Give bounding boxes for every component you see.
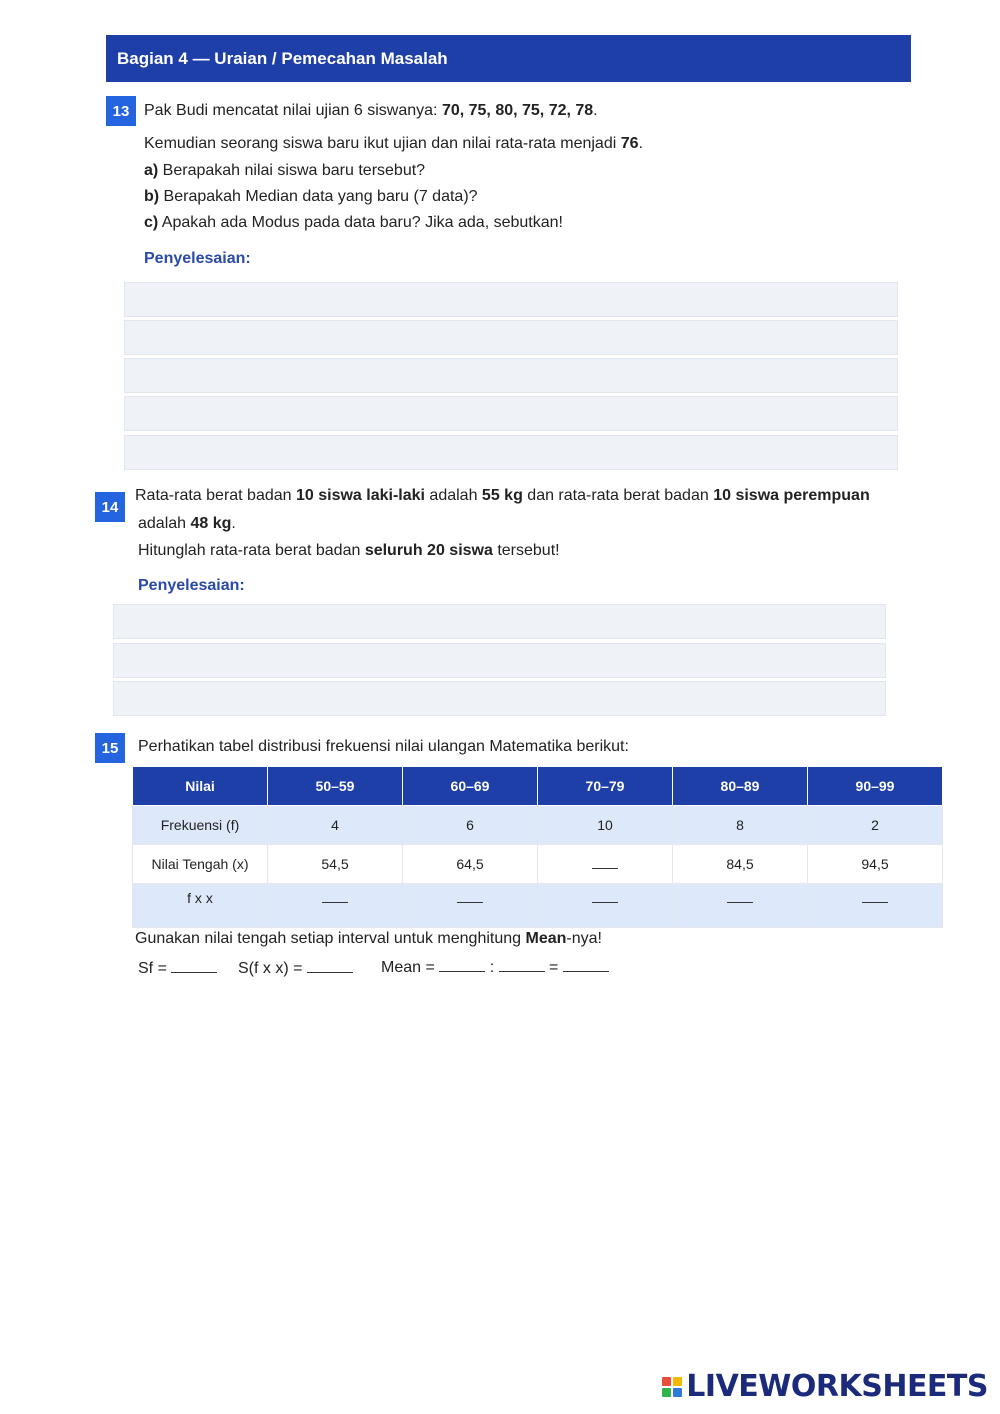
- table-row-fx: [133, 884, 943, 928]
- section-header: [106, 35, 911, 82]
- question-number-15: 15: [95, 733, 125, 763]
- q14-line-1: Rata-rata berat badan 10 siswa laki-laki adalah 55 kg dan rata-rata berat badan 10 siswa perempuan: [135, 487, 870, 504]
- logo-text: LIVEWORKSHEETS: [686, 1369, 988, 1404]
- fx-blank-cell[interactable]: [673, 884, 808, 928]
- q14-solution-label: Penyelesaian:: [138, 577, 245, 594]
- q14-answer-line-3[interactable]: [113, 681, 886, 716]
- midpoint-cell: 54,5: [268, 845, 403, 884]
- fx-blank-cell[interactable]: [808, 884, 943, 928]
- frequency-table: [132, 766, 943, 928]
- midpoint-cell: 84,5: [673, 845, 808, 884]
- sum-fx-blank[interactable]: [307, 958, 353, 973]
- frequency-cell: 4: [268, 806, 403, 845]
- mean-denominator-blank[interactable]: [499, 957, 545, 972]
- q15-instruction: Gunakan nilai tengah setiap interval untuk menghitung Mean-nya!: [135, 930, 602, 947]
- row-label: Nilai Tengah (x): [133, 845, 268, 884]
- q13-solution-label: Penyelesaian:: [144, 250, 251, 267]
- sum-fx-formula: S(f x x) =: [238, 958, 353, 978]
- midpoint-blank-cell[interactable]: [538, 845, 673, 884]
- midpoint-cell: 64,5: [403, 845, 538, 884]
- q13-answer-line-5[interactable]: [124, 435, 898, 470]
- q14-answer-line-2[interactable]: [113, 643, 886, 678]
- q14-answer-line-1[interactable]: [113, 604, 886, 639]
- q15-intro: Perhatikan tabel distribusi frekuensi nilai ulangan Matematika berikut:: [138, 738, 629, 755]
- table-header-cell: 80–89: [673, 767, 808, 806]
- mean-result-blank[interactable]: [563, 957, 609, 972]
- q14-line-2: adalah 48 kg.: [138, 515, 236, 532]
- mean-numerator-blank[interactable]: [439, 957, 485, 972]
- q13-part-a: a) Berapakah nilai siswa baru tersebut?: [144, 162, 426, 179]
- answer-blank[interactable]: [592, 856, 618, 869]
- q13-part-b: b) Berapakah Median data yang baru (7 data)?: [144, 188, 478, 205]
- sum-f-formula: Sf =: [138, 958, 217, 978]
- q13-answer-line-2[interactable]: [124, 320, 898, 355]
- midpoint-cell: 94,5: [808, 845, 943, 884]
- table-header-cell: 70–79: [538, 767, 673, 806]
- answer-blank[interactable]: [862, 890, 888, 903]
- liveworksheets-logo-icon: [662, 1377, 682, 1397]
- section-title: Bagian 4 — Uraian / Pemecahan Masalah: [117, 48, 448, 68]
- liveworksheets-logo: [662, 1369, 988, 1404]
- q13-answer-line-3[interactable]: [124, 358, 898, 393]
- frequency-cell: 10: [538, 806, 673, 845]
- q13-line-2: Kemudian seorang siswa baru ikut ujian dan nilai rata-rata menjadi 76.: [144, 135, 643, 152]
- table-header-row: [133, 767, 943, 806]
- sum-f-blank[interactable]: [171, 958, 217, 973]
- frequency-cell: 8: [673, 806, 808, 845]
- q13-answer-line-1[interactable]: [124, 282, 898, 317]
- table-row-frequency: [133, 806, 943, 845]
- question-number-13: 13: [106, 96, 136, 126]
- fx-blank-cell[interactable]: [268, 884, 403, 928]
- answer-blank[interactable]: [457, 890, 483, 903]
- frequency-cell: 6: [403, 806, 538, 845]
- q13-line-1: Pak Budi mencatat nilai ujian 6 siswanya: 70, 75, 80, 75, 72, 78.: [144, 102, 598, 119]
- q13-answer-line-4[interactable]: [124, 396, 898, 431]
- row-label: Frekuensi (f): [133, 806, 268, 845]
- table-header-cell: 60–69: [403, 767, 538, 806]
- mean-formula: Mean = : =: [381, 957, 609, 977]
- frequency-cell: 2: [808, 806, 943, 845]
- row-label: f x x: [133, 884, 268, 928]
- answer-blank[interactable]: [322, 890, 348, 903]
- answer-blank[interactable]: [727, 890, 753, 903]
- q14-line-3: Hitunglah rata-rata berat badan seluruh 20 siswa tersebut!: [138, 542, 560, 559]
- answer-blank[interactable]: [592, 890, 618, 903]
- fx-blank-cell[interactable]: [538, 884, 673, 928]
- table-header-cell: 90–99: [808, 767, 943, 806]
- question-number-14: 14: [95, 492, 125, 522]
- table-row-midpoint: [133, 845, 943, 884]
- fx-blank-cell[interactable]: [403, 884, 538, 928]
- table-header-cell: Nilai: [133, 767, 268, 806]
- table-header-cell: 50–59: [268, 767, 403, 806]
- q13-part-c: c) Apakah ada Modus pada data baru? Jika ada, sebutkan!: [144, 214, 563, 231]
